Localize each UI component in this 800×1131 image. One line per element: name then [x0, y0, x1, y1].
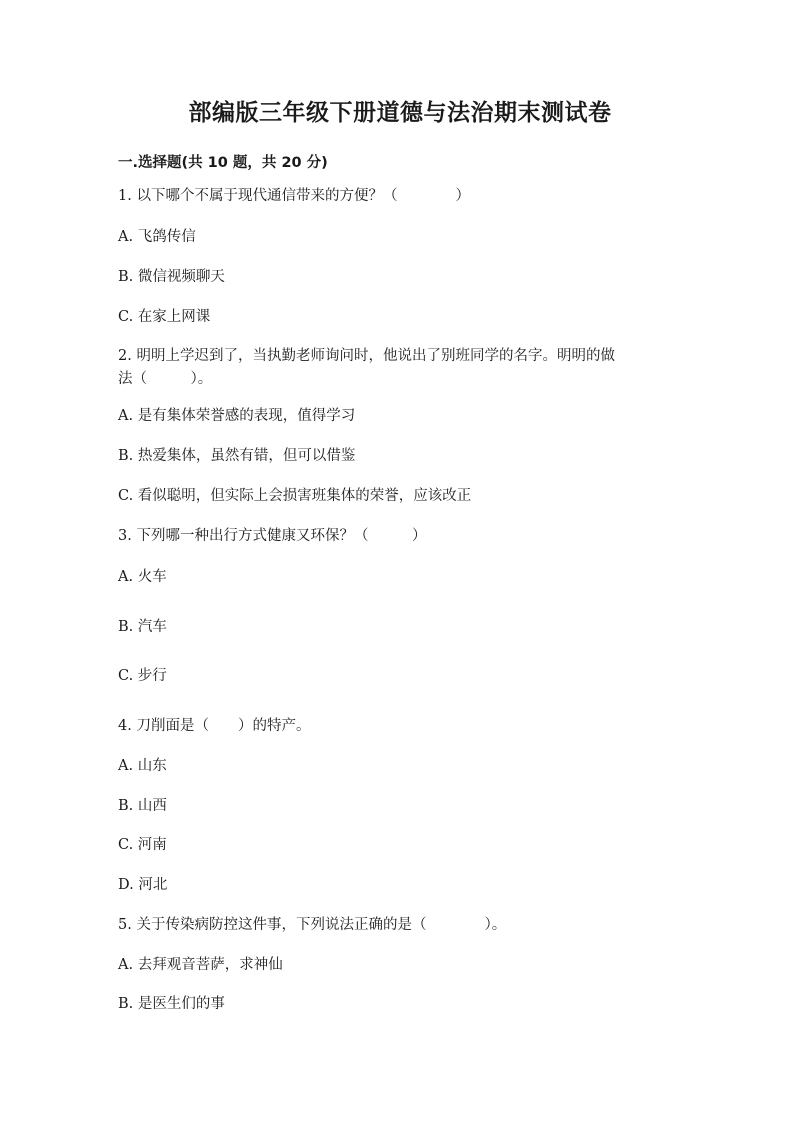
question-5-option-b[interactable]: B. 是医生们的事 [118, 996, 225, 1012]
question-3-option-c[interactable]: C. 步行 [118, 668, 167, 684]
question-4-option-a[interactable]: A. 山东 [118, 758, 167, 774]
question-2-option-c[interactable]: C. 看似聪明，但实际上会损害班集体的荣誉，应该改正 [118, 488, 472, 504]
section-heading: 一.选择题(共 10 题，共 20 分) [118, 155, 328, 171]
question-2-option-a[interactable]: A. 是有集体荣誉感的表现，值得学习 [118, 408, 356, 424]
question-1-option-a[interactable]: A. 飞鸽传信 [118, 229, 196, 245]
question-2-option-b[interactable]: B. 热爱集体，虽然有错，但可以借鉴 [118, 448, 356, 464]
question-2-stem-line2: 法（ ）。 [118, 371, 213, 387]
question-5-option-a[interactable]: A. 去拜观音菩萨，求神仙 [118, 957, 283, 973]
question-3-option-b[interactable]: B. 汽车 [118, 619, 167, 635]
question-4-option-b[interactable]: B. 山西 [118, 798, 167, 814]
question-4-stem: 4. 刀削面是（ ）的特产。 [118, 718, 311, 734]
question-4-option-d[interactable]: D. 河北 [118, 877, 168, 893]
question-3-stem: 3. 下列哪一种出行方式健康又环保？（ ） [118, 528, 427, 544]
question-4-option-c[interactable]: C. 河南 [118, 837, 167, 853]
question-1-stem: 1. 以下哪个不属于现代通信带来的方便？（ ） [118, 188, 470, 204]
document-title: 部编版三年级下册道德与法治期末测试卷 [188, 100, 612, 126]
question-1-option-c[interactable]: C. 在家上网课 [118, 309, 211, 325]
question-5-stem: 5. 关于传染病防控这件事，下列说法正确的是（ ）。 [118, 917, 507, 933]
question-1-option-b[interactable]: B. 微信视频聊天 [118, 269, 225, 285]
question-3-option-a[interactable]: A. 火车 [118, 569, 167, 585]
question-2-stem-line1: 2. 明明上学迟到了，当执勤老师询问时，他说出了别班同学的名字。明明的做 [118, 348, 615, 364]
